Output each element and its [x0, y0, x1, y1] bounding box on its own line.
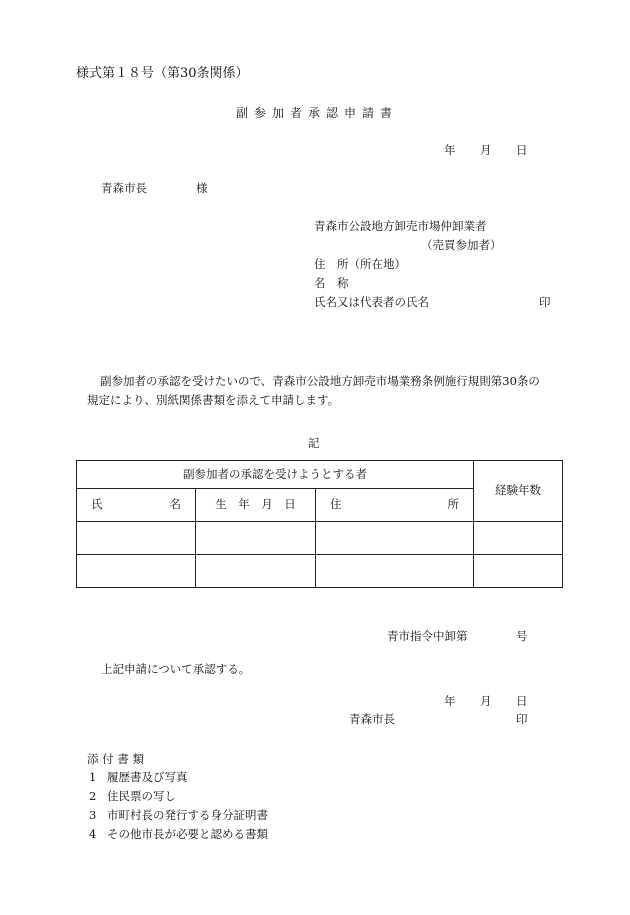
- col-name-header: [77, 489, 196, 522]
- col-address-b: 所: [447, 497, 460, 512]
- approval-month-label: 月: [480, 694, 492, 708]
- address-label: 住 所（所在地）: [314, 257, 406, 271]
- experience-header: 経験年数: [474, 461, 563, 522]
- date-day-label: 日: [516, 143, 528, 157]
- applicant-seal: 印: [539, 295, 551, 309]
- attachment-number: 1: [89, 770, 97, 784]
- table-cell[interactable]: [474, 522, 563, 555]
- table-cell[interactable]: [77, 555, 196, 588]
- name-label: 名 称: [314, 276, 349, 290]
- table-cell[interactable]: [196, 522, 316, 555]
- applicant-org-note: （売買参加者）: [421, 238, 502, 252]
- attachment-number: 3: [89, 808, 97, 822]
- col-name-a: 氏: [91, 497, 103, 512]
- addressee-honorific: 様: [196, 181, 208, 195]
- ki-marker: 記: [308, 436, 320, 450]
- body-line-2: 規定により、別紙関係書類を添えて申請します。: [87, 393, 340, 407]
- col-name-b: 名: [169, 497, 181, 512]
- attachment-item: 住民票の写し: [107, 789, 176, 803]
- sub-participant-table: [76, 460, 563, 588]
- representative-label: 氏名又は代表者の氏名: [314, 295, 429, 309]
- table-row: [77, 555, 563, 588]
- document-title: 副参加者承認申請書: [236, 106, 399, 120]
- approval-day-label: 日: [516, 694, 528, 708]
- form-number: 様式第１８号（第30条関係）: [76, 66, 249, 81]
- table-cell[interactable]: [474, 555, 563, 588]
- table-row: [77, 522, 563, 555]
- approval-seal: 印: [516, 712, 528, 726]
- attachment-item: 履歴書及び写真: [107, 770, 188, 784]
- attachment-item: 市町村長の発行する身分証明書: [107, 808, 268, 822]
- col-birth-header: 生 年 月 日: [196, 489, 316, 522]
- col-address-a: 住: [330, 497, 342, 512]
- addressee-name: 青森市長: [101, 181, 147, 195]
- attachment-item: その他市長が必要と認める書類: [107, 827, 268, 841]
- date-year-label: 年: [444, 143, 456, 157]
- approval-mayor: 青森市長: [349, 712, 395, 726]
- body-line-1: 副参加者の承認を受けたいので、青森市公設地方卸売市場業務条例施行規則第30条の: [100, 374, 540, 388]
- approval-number-suffix: 号: [516, 629, 528, 643]
- date-month-label: 月: [480, 143, 492, 157]
- table-cell[interactable]: [316, 522, 474, 555]
- attachment-number: 4: [89, 827, 97, 841]
- attachment-number: 2: [89, 789, 97, 803]
- table-cell[interactable]: [196, 555, 316, 588]
- attachments-heading: 添 付 書 類: [87, 752, 144, 766]
- col-address-header: [316, 489, 474, 522]
- group-header: 副参加者の承認を受けようとする者: [77, 461, 474, 489]
- applicant-org: 青森市公設地方卸売市場仲卸業者: [314, 219, 487, 233]
- table-cell[interactable]: [77, 522, 196, 555]
- approval-number-prefix: 青市指令中卸第: [387, 629, 468, 643]
- approval-statement: 上記申請について承認する。: [101, 662, 251, 676]
- approval-year-label: 年: [444, 694, 456, 708]
- table-cell[interactable]: [316, 555, 474, 588]
